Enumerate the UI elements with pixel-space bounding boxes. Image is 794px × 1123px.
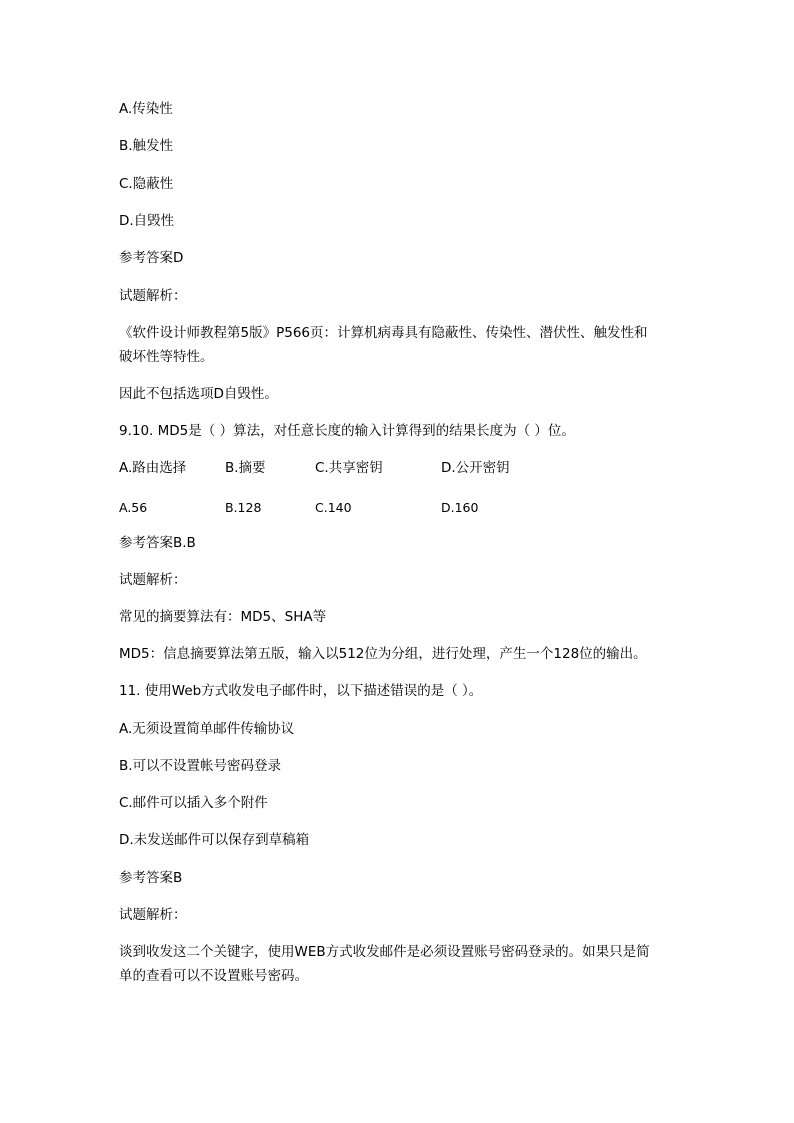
q9-analysis-line1: 《软件设计师教程第5版》P566页：计算机病毒具有隐蔽性、传染性、潜伏性、触发性和: [119, 325, 648, 341]
q11-option-b: B.可以不设置帐号密码登录: [119, 758, 282, 774]
q9-analysis-line2: 破坏性等特性。: [119, 349, 214, 365]
q11-option-d: D.未发送邮件可以保存到草稿箱: [119, 832, 310, 848]
q9-option-d: D.自毁性: [119, 213, 175, 229]
q9-option-c: C.隐蔽性: [119, 176, 174, 192]
q10-analysis-line1: 常见的摘要算法有：MD5、SHA等: [119, 609, 327, 625]
q9-option-b: B.触发性: [119, 138, 174, 154]
q11-question: 11. 使用Web方式收发电子邮件时，以下描述错误的是（ ）。: [119, 683, 483, 699]
q10-question: 9.10. MD5是（ ）算法，对任意长度的输入计算得到的结果长度为（ ）位。: [119, 423, 575, 439]
q10-answer: 参考答案B.B: [119, 535, 196, 551]
q10-option2-d: D.160: [441, 500, 479, 515]
q9-conclusion: 因此不包括选项D自毁性。: [119, 386, 278, 402]
q10-option-a: A.路由选择: [119, 460, 187, 476]
q11-answer: 参考答案B: [119, 870, 183, 886]
q11-analysis-label: 试题解析：: [119, 907, 187, 923]
q10-option-b: B.摘要: [225, 460, 266, 476]
q10-option2-a: A.56: [119, 500, 148, 515]
q10-analysis-label: 试题解析：: [119, 572, 187, 588]
q10-analysis-line2: MD5：信息摘要算法第五版，输入以512位为分组，进行处理，产生一个128位的输出。: [119, 646, 647, 662]
q9-analysis-label: 试题解析：: [119, 288, 187, 304]
q11-analysis-line2: 单的查看可以不设置账号密码。: [119, 968, 308, 984]
q10-option-d: D.公开密钥: [441, 460, 510, 476]
q10-option2-b: B.128: [225, 500, 262, 515]
q10-option-c: C.共享密钥: [315, 460, 383, 476]
q11-option-a: A.无须设置简单邮件传输协议: [119, 721, 295, 737]
q9-answer: 参考答案D: [119, 250, 184, 266]
q11-analysis-line1: 谈到收发这二个关键字，使用WEB方式收发邮件是必须设置账号密码登录的。如果只是简: [119, 944, 650, 960]
q9-option-a: A.传染性: [119, 101, 173, 117]
q10-option2-c: C.140: [315, 500, 352, 515]
q11-option-c: C.邮件可以插入多个附件: [119, 795, 268, 811]
